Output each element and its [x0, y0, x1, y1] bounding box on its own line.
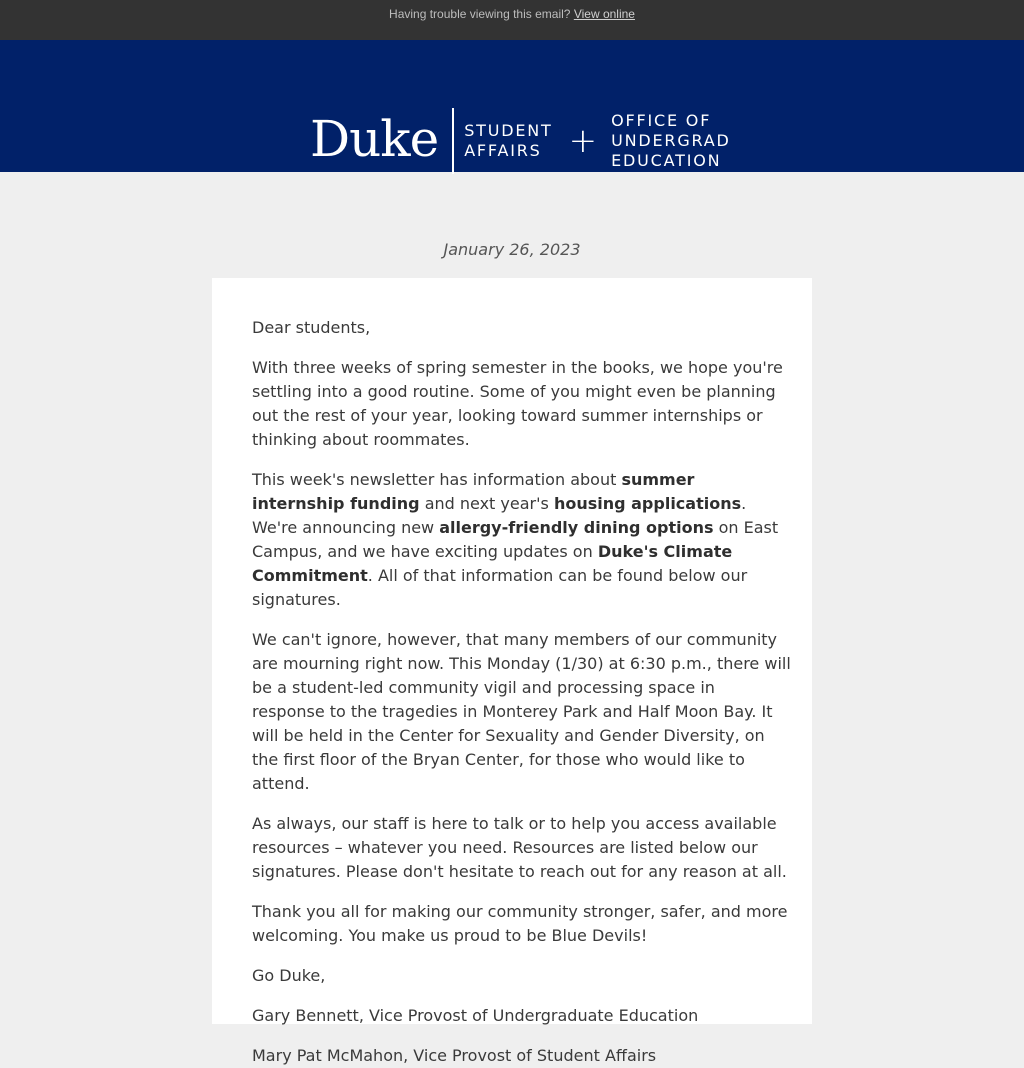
bold-housing-applications: housing applications	[553, 494, 742, 513]
p2-text-3: . We're announcing new	[252, 494, 747, 537]
view-online-link[interactable]: View online	[573, 7, 635, 21]
paragraph-vigil: We can't ignore, however, that many members of our community are mourning right now. This Monday (1/30) at 6:30 p.m., there will be a student-led community vigil and processing space in response to the tragedies in Monterey Park and Half Moon Bay. It will be held in the Center for Sexuality and Gender Diversity, on the first floor of the Bryan Center, for those who would like to attend.	[252, 630, 791, 793]
student-affairs-line1: STUDENT	[464, 121, 553, 140]
email-content	[212, 278, 812, 1068]
paragraph-intro: With three weeks of spring semester in the books, we hope you're settling into a good routine. Some of you might even be planning out the rest of your year, looking toward summer internships or thinking about roommates.	[252, 358, 783, 449]
paragraph-newsletter-topics	[252, 468, 792, 612]
duke-wordmark: Duke	[310, 110, 439, 168]
bold-allergy-friendly-dining: allergy-friendly dining options	[439, 518, 714, 537]
signature-gary-bennett: Gary Bennett, Vice Provost of Undergraduate Education	[252, 1006, 699, 1025]
signoff: Go Duke,	[252, 966, 326, 985]
greeting: Dear students,	[252, 318, 371, 337]
undergrad-education-label	[611, 111, 731, 171]
email-body-card	[212, 278, 812, 1065]
trouble-viewing-text: Having trouble viewing this email?	[389, 7, 571, 21]
signature-mary-pat-mcmahon: Mary Pat McMahon, Vice Provost of Student Affairs	[252, 1046, 657, 1065]
masthead-banner	[0, 40, 1024, 172]
paragraph-resources: As always, our staff is here to talk or to help you access available resources – whatever you need. Resources are listed below our signatures. Please don't hesitate to reach out for any reason at all.	[252, 814, 787, 881]
p2-text-2: and next year's	[419, 494, 554, 513]
student-affairs-label	[464, 121, 552, 161]
undergrad-line2: UNDERGRAD	[611, 131, 731, 150]
p2-text-4: on East Campus, and we have exciting updates on	[252, 518, 779, 561]
p2-text-5: . All of that information can be found below our signatures.	[252, 566, 748, 609]
undergrad-line1: OFFICE OF	[611, 111, 712, 130]
bold-summer-internship-funding: summer internship funding	[252, 470, 695, 513]
p2-text-1: This week's newsletter has information about	[252, 470, 622, 489]
plus-icon: +	[568, 121, 598, 161]
paragraph-thanks: Thank you all for making our community stronger, safer, and more welcoming. You make us proud to be Blue Devils!	[252, 902, 788, 945]
bold-climate-commitment: Duke's Climate Commitment	[252, 542, 733, 585]
email-topbar	[0, 0, 1024, 40]
student-affairs-line2: AFFAIRS	[464, 141, 542, 160]
undergrad-line3: EDUCATION	[611, 151, 722, 170]
newsletter-date: January 26, 2023	[443, 240, 581, 259]
logo-divider	[452, 108, 454, 174]
duke-logo	[310, 108, 731, 174]
